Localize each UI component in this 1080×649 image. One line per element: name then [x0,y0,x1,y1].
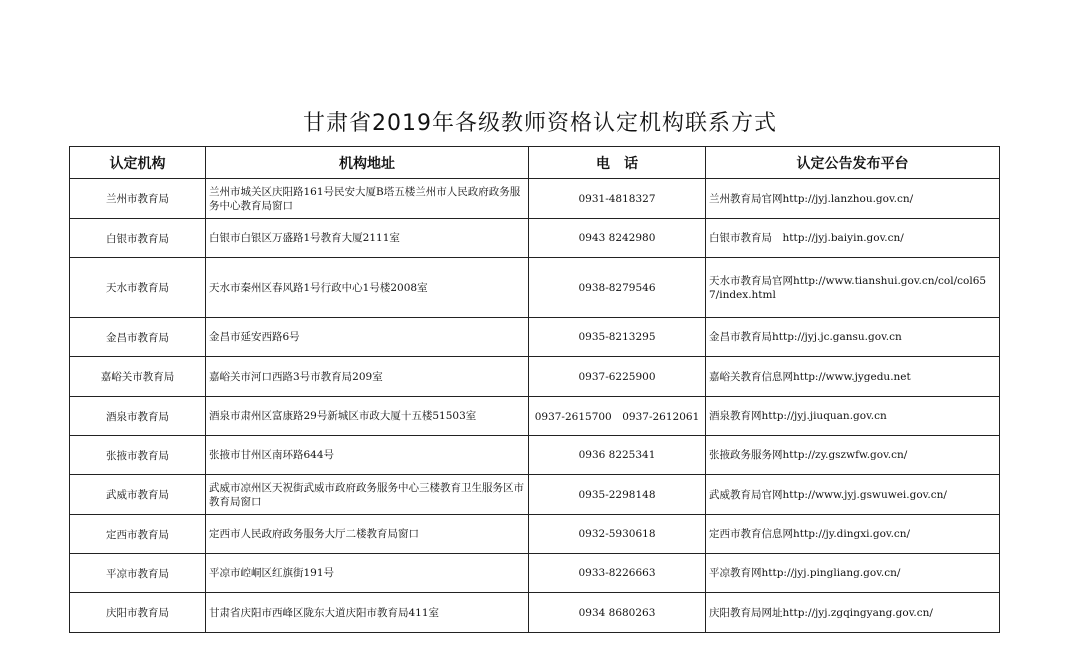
contact-table [69,146,1000,633]
address-cell: 武威市凉州区天祝街武威市政府政务服务中心三楼教育卫生服务区市教育局窗口 [206,475,529,515]
platform-cell: 定西市教育信息网http://jy.dingxi.gov.cn/ [706,515,1000,554]
table-row [70,357,1000,397]
org-cell: 兰州市教育局 [70,179,206,219]
org-cell: 定西市教育局 [70,515,206,554]
platform-cell: 庆阳教育局网址http://jyj.zgqingyang.gov.cn/ [706,593,1000,633]
address-cell: 金昌市延安西路6号 [206,318,529,357]
phone-cell: 0937-2615700 0937-2612061 [529,397,706,436]
address-cell: 平凉市崆峒区红旗街191号 [206,554,529,593]
org-cell: 天水市教育局 [70,258,206,318]
table-row [70,397,1000,436]
org-cell: 武威市教育局 [70,475,206,515]
phone-cell: 0943 8242980 [529,219,706,258]
platform-cell: 武威教育局官网http://www.jyj.gswuwei.gov.cn/ [706,475,1000,515]
table-row [70,179,1000,219]
table-row [70,219,1000,258]
address-cell: 甘肃省庆阳市西峰区陇东大道庆阳市教育局411室 [206,593,529,633]
platform-cell: 金昌市教育局http://jyj.jc.gansu.gov.cn [706,318,1000,357]
table-row [70,475,1000,515]
address-cell: 定西市人民政府政务服务大厅二楼教育局窗口 [206,515,529,554]
table-row [70,436,1000,475]
org-cell: 庆阳市教育局 [70,593,206,633]
col-header-phone: 电 话 [529,147,706,179]
org-cell: 酒泉市教育局 [70,397,206,436]
platform-cell: 酒泉教育网http://jyj.jiuquan.gov.cn [706,397,1000,436]
address-cell: 白银市白银区万盛路1号教育大厦2111室 [206,219,529,258]
phone-cell: 0935-2298148 [529,475,706,515]
address-cell: 兰州市城关区庆阳路161号民安大厦B塔五楼兰州市人民政府政务服务中心教育局窗口 [206,179,529,219]
address-cell: 张掖市甘州区南环路644号 [206,436,529,475]
phone-cell: 0935-8213295 [529,318,706,357]
phone-cell: 0936 8225341 [529,436,706,475]
address-cell: 酒泉市肃州区富康路29号新城区市政大厦十五楼51503室 [206,397,529,436]
col-header-org: 认定机构 [70,147,206,179]
phone-cell: 0932-5930618 [529,515,706,554]
platform-cell: 天水市教育局官网http://www.tianshui.gov.cn/col/col657/index.html [706,258,1000,318]
platform-cell: 张掖政务服务网http://zy.gszwfw.gov.cn/ [706,436,1000,475]
phone-cell: 0933-8226663 [529,554,706,593]
platform-cell: 嘉峪关教育信息网http://www.jygedu.net [706,357,1000,397]
table-row [70,258,1000,318]
table-row [70,554,1000,593]
org-cell: 张掖市教育局 [70,436,206,475]
table-header-row [70,147,1000,179]
col-header-address: 机构地址 [206,147,529,179]
org-cell: 白银市教育局 [70,219,206,258]
platform-cell: 白银市教育局 http://jyj.baiyin.gov.cn/ [706,219,1000,258]
org-cell: 嘉峪关市教育局 [70,357,206,397]
page-title: 甘肃省2019年各级教师资格认定机构联系方式 [303,111,777,136]
org-cell: 平凉市教育局 [70,554,206,593]
phone-cell: 0938-8279546 [529,258,706,318]
platform-cell: 兰州教育局官网http://jyj.lanzhou.gov.cn/ [706,179,1000,219]
phone-cell: 0937-6225900 [529,357,706,397]
platform-cell: 平凉教育网http://jyj.pingliang.gov.cn/ [706,554,1000,593]
address-cell: 天水市秦州区春风路1号行政中心1号楼2008室 [206,258,529,318]
phone-cell: 0934 8680263 [529,593,706,633]
address-cell: 嘉峪关市河口西路3号市教育局209室 [206,357,529,397]
table-row [70,515,1000,554]
table-row [70,318,1000,357]
table-row [70,593,1000,633]
col-header-platform: 认定公告发布平台 [706,147,1000,179]
phone-cell: 0931-4818327 [529,179,706,219]
org-cell: 金昌市教育局 [70,318,206,357]
